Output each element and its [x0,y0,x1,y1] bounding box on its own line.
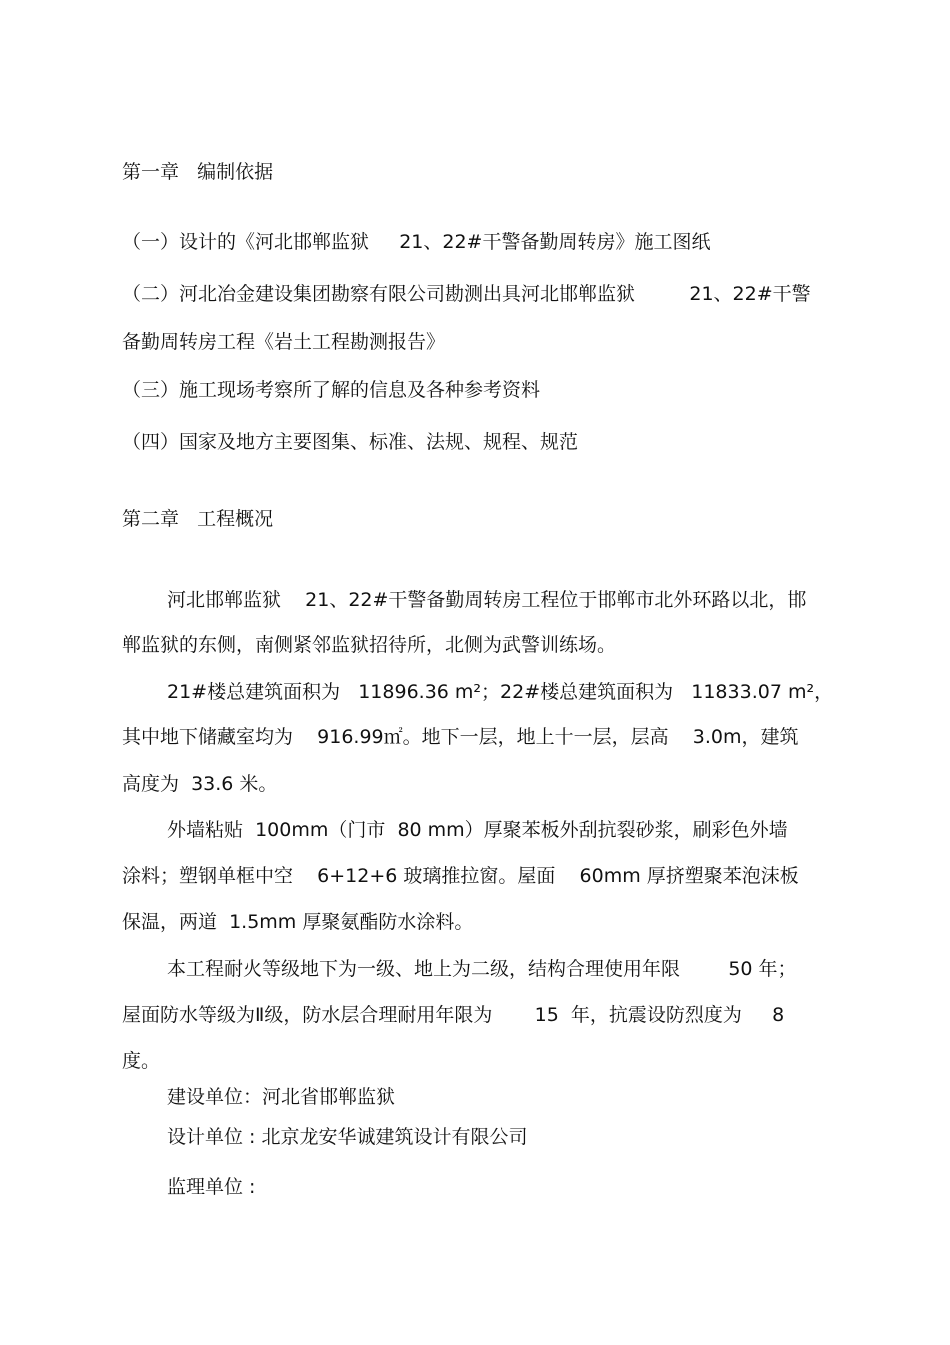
basis-item-1: （一）设计的《河北邯郸监狱 21、22#干警备勤周转房》施工图纸 [122,231,711,253]
paragraph-line: 涂料；塑钢单框中空 6+12+6 玻璃推拉窗。屋面 60mm 厚挤塑聚苯泡沫板 [122,865,799,887]
paragraph-line: 保温，两道 1.5mm 厚聚氨酯防水涂料。 [122,911,474,933]
basis-item-2-cont: 备勤周转房工程《岩土工程勘测报告》 [122,331,446,353]
paragraph-line: 21#楼总建筑面积为 11896.36 m²；22#楼总建筑面积为 11833.07 m²， [167,681,834,703]
basis-item-3: （三）施工现场考察所了解的信息及各种参考资料 [122,379,541,401]
paragraph-line: 其中地下储藏室均为 916.99㎡。地下一层，地上十一层，层高 3.0m，建筑 [122,726,799,748]
paragraph-line: 屋面防水等级为Ⅱ级，防水层合理耐用年限为 15 年，抗震设防烈度为 8 [122,1004,785,1026]
paragraph-line: 河北邯郸监狱 21、22#干警备勤周转房工程位于邯郸市北外环路以北，邯 [167,589,807,611]
chapter2-title: 第二章 工程概况 [122,508,274,530]
paragraph-line: 高度为 33.6 米。 [122,773,278,795]
owner-line: 建设单位：河北省邯郸监狱 [167,1086,396,1108]
paragraph-line: 郸监狱的东侧，南侧紧邻监狱招待所，北侧为武警训练场。 [122,634,617,656]
basis-item-2: （二）河北冶金建设集团勘察有限公司勘测出具河北邯郸监狱 21、22#干警 [122,283,811,305]
supervisor-line: 监理单位 : [167,1176,256,1198]
basis-item-4: （四）国家及地方主要图集、标准、法规、规程、规范 [122,431,579,453]
paragraph-line: 外墙粘贴 100mm（门市 80 mm）厚聚苯板外刮抗裂砂浆，刷彩色外墙 [167,819,788,841]
chapter1-title: 第一章 编制依据 [122,161,274,183]
paragraph-line: 度。 [122,1050,161,1072]
designer-line: 设计单位 : 北京龙安华诚建筑设计有限公司 [167,1126,528,1148]
paragraph-line: 本工程耐火等级地下为一级、地上为二级，结构合理使用年限 50 年； [167,958,797,980]
